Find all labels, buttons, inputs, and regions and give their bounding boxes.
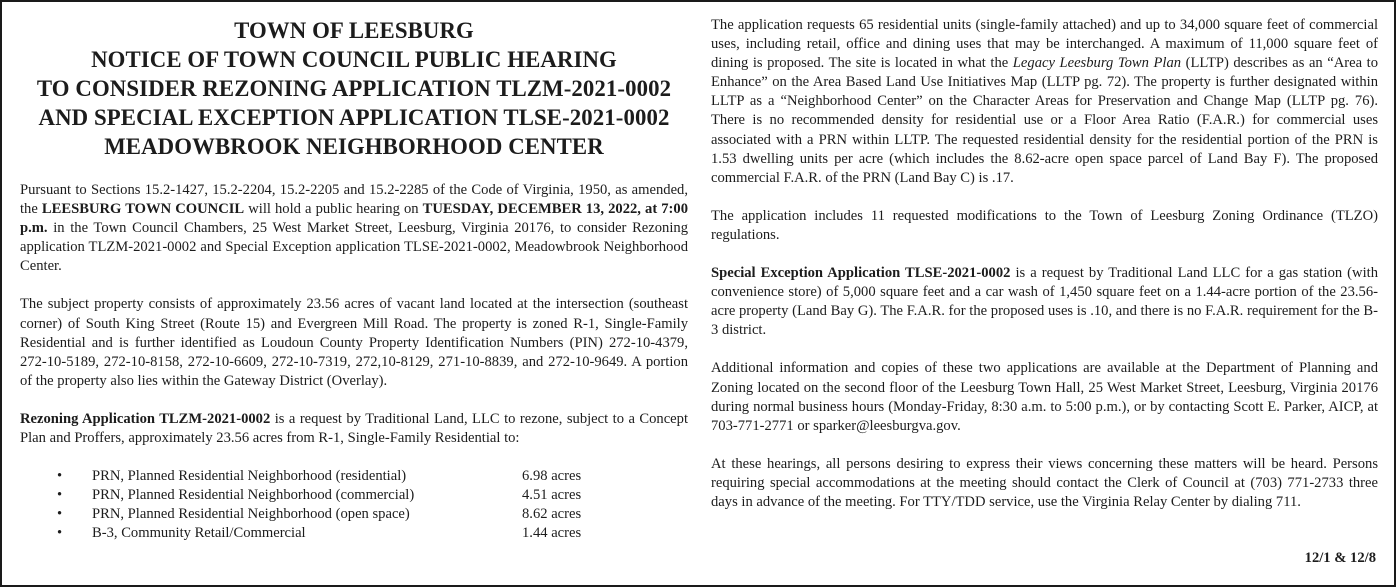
hearings-paragraph: At these hearings, all persons desiring to express their views concerning these matters will be heard. Persons requiring special accommodations at the meeting should contact the Clerk of Council at (703) 771-2733 three days in advance of the meeting. For TTY/TDD service, use the Virginia Relay Center by dialing 711.	[711, 455, 1378, 510]
left-column	[20, 16, 688, 544]
rezoning-paragraph	[20, 410, 688, 448]
heading-line-2: NOTICE OF TOWN COUNCIL PUBLIC HEARING	[91, 47, 617, 72]
council-name: LEESBURG TOWN COUNCIL	[41, 201, 245, 218]
zone-acres: 8.62 acres	[522, 506, 582, 523]
special-exception-paragraph	[711, 264, 1378, 340]
property-paragraph: The subject property consists of approximately 23.56 acres of vacant land located at the intersection (southeast corner) of South King Street (Route 15) and Evergreen Mill Road. The property is zoned R-1, Single-Family Residential and is further identified as Loudoun County Property Identification Numbers (PIN) 272-10-4379, 272-10-5189, 272-10-8158, 272-10-6609, 272-10-7319, 272,10-8129, 271-10-8839, and 272-10-9649. A portion of the property also lies within the Gateway District (Overlay).	[20, 296, 688, 389]
heading-line-3: TO CONSIDER REZONING APPLICATION TLZM-2021-0002	[36, 76, 672, 101]
list-item	[20, 486, 688, 505]
application-text-2: (LLTP) describes as an “Area to Enhance” on the Area Based Land Use Initiatives Map (LLTP pg. 72). The property is further designated within LLTP as a “Neighborhood Center” on the Character Areas for Preservation and Change Map (LLTP pg. 76). There is no recommended density for residential use or a Floor Area Ratio (F.A.R.) for commercial uses associated with a PRN within LLTP. The requested residential density for the residential portion of the PRN is 1.53 dwelling units per acre (which includes the 8.62-acre open space parcel of Land Bay F). The proposed commercial F.A.R. of the PRN (Land Bay C) is .17.	[711, 55, 1378, 186]
zone-acres: 4.51 acres	[522, 487, 582, 504]
intro-text-1: Pursuant to Sections 15.2-1427, 15.2-2204, 15.2-2205 and 15.2-2285 of the Code of Virginia, 1950, as amended, the	[20, 182, 688, 218]
rezoning-title: Rezoning Application TLZM-2021-0002	[20, 410, 271, 427]
application-text-1: The application requests 65 residential units (single-family attached) and up to 34,000 square feet of commercial uses, including retail, office and dining uses that may be interchanged. A maximum of 11,000 square feet of dining is proposed. The site is located in what the	[711, 17, 1378, 72]
bullet: •	[57, 468, 63, 485]
heading-line-1: TOWN OF LEESBURG	[234, 18, 474, 43]
zone-acres: 1.44 acres	[522, 525, 582, 542]
notice-heading	[20, 16, 688, 161]
modifications-paragraph: The application includes 11 requested modifications to the Town of Leesburg Zoning Ordinance (TLZO) regulations.	[711, 207, 1378, 243]
additional-info-paragraph: Additional information and copies of these two applications are available at the Department of Planning and Zoning located on the second floor of the Leesburg Town Hall, 25 West Market Street, Leesburg, Virginia 20176 during normal business hours (Monday-Friday, 8:30 a.m. to 5:00 p.m.), or by contacting Scott E. Parker, AICP, at 703-771-2771 or sparker@leesburgva.gov.	[711, 360, 1378, 434]
special-exception-text: is a request by Traditional Land LLC for a gas station (with convenience store) of 5,000 square feet and a car wash of 1,450 square feet on a 1.44-acre portion of the 23.56-acre property (Land Bay G). The F.A.R. for the proposed uses is .10, and there is no F.A.R. requirement for the B-3 district.	[711, 265, 1378, 339]
zone-name: PRN, Planned Residential Neighborhood (commercial)	[92, 487, 415, 504]
heading-line-4: AND SPECIAL EXCEPTION APPLICATION TLSE-2021-0002	[38, 105, 670, 130]
zone-acres: 6.98 acres	[522, 468, 582, 485]
list-item	[20, 505, 688, 524]
hearing-date: TUESDAY, DECEMBER 13, 2022, at 7:00 p.m.	[20, 201, 689, 237]
application-paragraph	[711, 16, 1378, 188]
intro-paragraph	[20, 181, 688, 276]
plan-name: Legacy Leesburg Town Plan	[1012, 55, 1182, 72]
list-item	[20, 524, 688, 543]
bullet: •	[57, 487, 63, 504]
intro-text-3: in the Town Council Chambers, 25 West Market Street, Leesburg, Virginia 20176, to consider Rezoning application TLZM-2021-0002 and Special Exception application TLSE-2021-0002, Meadowbrook Neighborhood Center.	[20, 220, 688, 275]
bullet: •	[57, 525, 63, 542]
heading-line-5: MEADOWBROOK NEIGHBORHOOD CENTER	[104, 134, 604, 159]
intro-text-2: will hold a public hearing on	[244, 201, 423, 218]
zone-name: B-3, Community Retail/Commercial	[92, 525, 306, 542]
bullet: •	[57, 506, 63, 523]
rezoning-text: is a request by Traditional Land, LLC to rezone, subject to a Concept Plan and Proffers, approximately 23.56 acres from R-1, Single-Family Residential to:	[20, 410, 688, 447]
publication-dates: 12/1 & 12/8	[1304, 549, 1376, 566]
zone-name: PRN, Planned Residential Neighborhood (open space)	[92, 506, 410, 523]
special-exception-title: Special Exception Application TLSE-2021-0002	[711, 265, 1011, 282]
zone-name: PRN, Planned Residential Neighborhood (residential)	[92, 468, 407, 485]
zoning-list	[20, 467, 688, 543]
list-item	[20, 467, 688, 486]
right-column	[711, 16, 1378, 512]
